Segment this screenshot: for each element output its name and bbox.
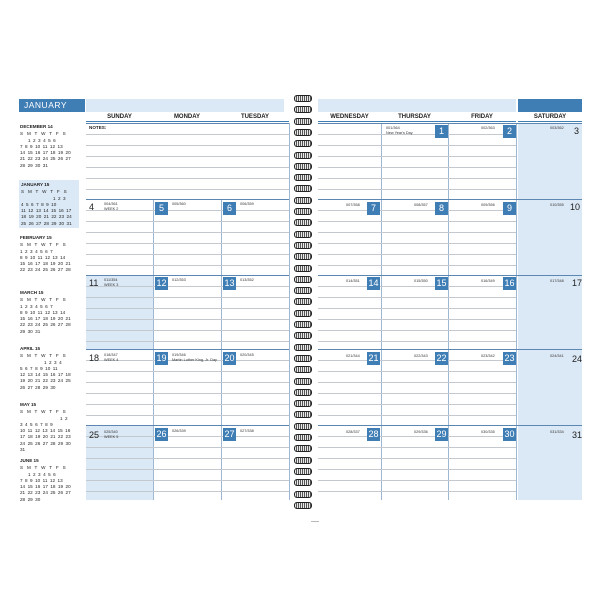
binding-ring [294,140,312,147]
week-line [86,199,289,200]
day-number-25[interactable]: 25 [89,430,100,440]
mini-calendar-week: 1 2 3 4 5 6 [28,137,56,143]
sunday-column [86,200,153,500]
day-code: 010/355 [550,203,564,207]
day-number-3[interactable]: 3 [574,126,580,136]
mini-calendar [20,290,78,335]
writing-line [86,178,289,179]
day-number-5[interactable]: 5 [155,202,168,215]
mini-calendar [20,124,78,169]
day-code: 015/350 [414,279,428,283]
mini-calendar-dow: S M T W T F S [20,297,66,303]
mini-calendar-week: 26 27 28 29 30 [20,384,56,390]
mini-calendar-week: 28 29 30 31 [20,162,48,168]
day-number-14[interactable]: 14 [368,278,379,288]
binding-ring [294,389,312,396]
week-label: WEEK 2 [104,207,119,211]
day-number-19[interactable]: 19 [156,353,167,363]
mini-calendar-week: 1 2 3 4 5 6 [28,471,56,477]
mini-calendar-week: 24 25 26 27 28 29 30 [20,440,71,446]
header-band-right [318,99,516,112]
day-code: 024/341 [550,354,564,358]
binding-ring [294,400,312,407]
mini-calendar-week: 1 2 3 4 [44,359,62,365]
mini-calendar-week: 18 19 20 21 22 23 24 [21,214,72,220]
mini-calendar-week: 31 [20,447,26,453]
binding-ring [294,208,312,215]
header-wednesday: WEDNESDAY [318,113,381,122]
writing-line [318,458,516,459]
mini-calendar-week: 25 26 27 28 29 30 31 [21,220,72,226]
mini-calendar-title: DECEMBER 14 [20,124,53,129]
day-number-11[interactable]: 11 [89,278,99,288]
mini-calendar-dow: S M T W T F S [20,465,66,471]
binding-ring [294,287,312,294]
mini-calendar-week: 11 12 13 14 15 16 17 [21,208,72,214]
writing-line [318,156,516,157]
writing-line [318,436,516,437]
binding-ring [294,118,312,125]
week-line [86,349,289,350]
day-number-15[interactable]: 15 [436,278,447,288]
mini-calendar [20,235,78,274]
header-saturday: SATURDAY [518,113,582,122]
header-monday: MONDAY [153,113,221,122]
mini-calendar-week: 17 18 19 20 21 22 23 [20,434,71,440]
writing-line [318,286,516,287]
day-code: 031/334 [550,430,564,434]
day-code: 004/361 [104,202,118,206]
day-code: 007/358 [346,203,360,207]
mini-calendar-dow: S M T W T F S [20,353,66,359]
writing-line [86,134,289,135]
writing-line [86,167,289,168]
writing-line [318,491,516,492]
mini-calendar-week: 1 2 3 4 5 6 7 [20,303,53,309]
writing-line [318,330,516,331]
writing-line [86,308,289,309]
mini-calendar-week: 4 5 6 7 8 9 10 [21,201,57,207]
mini-calendar-week: 1 2 3 [53,195,66,201]
mini-calendar-week: 28 29 30 [20,496,41,502]
binding-ring [294,366,312,373]
mini-calendar-week: 8 9 10 11 12 13 14 [20,254,66,260]
writing-line [86,297,289,298]
writing-line [318,221,516,222]
mini-calendar-title: JUNE 15 [20,458,39,463]
day-code: 023/342 [481,354,495,358]
binding-ring [294,479,312,486]
mini-calendar-title: MAY 15 [20,402,37,407]
day-number-22[interactable]: 22 [436,353,447,363]
grid-vline [153,200,154,500]
header-tuesday: TUESDAY [221,113,289,122]
mini-calendar [20,458,78,503]
day-number-7[interactable]: 7 [367,202,380,215]
binding-ring [294,197,312,204]
binding-ring [294,332,312,339]
day-code: 005/360 [172,202,186,206]
mini-calendar-week: 22 23 24 25 26 27 28 [20,267,71,273]
mini-calendar-week: 12 13 14 15 16 17 18 [20,372,71,378]
mini-calendar-week: 21 22 23 24 25 26 27 [20,490,71,496]
writing-line [86,145,289,146]
writing-line [318,360,516,361]
day-number-6[interactable]: 6 [223,202,236,215]
day-number-12[interactable]: 12 [156,278,167,288]
header-thursday: THURSDAY [381,113,448,122]
mini-calendar-week: 15 16 17 18 19 20 21 [20,261,71,267]
day-code: 013/352 [240,278,254,282]
writing-line [318,254,516,255]
day-code: 029/336 [414,430,428,434]
day-number-28[interactable]: 28 [368,429,379,439]
binding-ring [294,423,312,430]
writing-line [86,243,289,244]
mini-calendar-dow: S M T W T F S [20,242,66,248]
day-code: 014/351 [346,279,360,283]
mini-calendar-week: 22 23 24 25 26 27 28 [20,322,71,328]
writing-line [318,341,516,342]
week-label: WEEK 4 [104,358,119,362]
day-code: 006/359 [240,202,254,206]
binding-ring [294,219,312,226]
mini-calendar-dow: S M T W T F S [20,131,66,137]
day-code: 016/349 [481,279,495,283]
mini-calendar-week: 1 2 [60,415,68,421]
binding-ring [294,298,312,305]
mini-calendar-title: FEBRUARY 15 [20,235,52,240]
writing-line [318,145,516,146]
day-number-31[interactable]: 31 [572,430,583,440]
day-number-24[interactable]: 24 [572,354,583,364]
writing-line [318,232,516,233]
header-sunday: SUNDAY [86,113,153,122]
week-label: WEEK 5 [104,435,119,439]
holiday-label: New Year's Day [386,131,413,135]
day-code: 017/348 [550,279,564,283]
mini-calendar-week: 15 16 17 18 19 20 21 [20,316,71,322]
mini-calendar-title: APRIL 15 [20,346,41,351]
writing-line [86,319,289,320]
mini-calendar-week: 29 30 31 [20,328,41,334]
writing-line [318,265,516,266]
binding-ring [294,491,312,498]
day-code: 027/338 [240,429,254,433]
header-band-left [86,99,284,112]
footer-mark [311,521,319,522]
binding-ring [294,355,312,362]
binding-ring [294,457,312,464]
writing-line [86,415,289,416]
grid-vline [221,200,222,500]
day-number-27[interactable]: 27 [224,429,235,439]
mini-calendar [20,402,78,453]
writing-line [318,297,516,298]
writing-line [86,254,289,255]
day-number-13[interactable]: 13 [224,278,235,288]
shade-panel-saturday [518,123,582,500]
day-number-23[interactable]: 23 [504,353,515,363]
day-code: 002/363 [481,126,495,130]
day-code: 026/339 [172,429,186,433]
mini-calendar-week: 8 9 10 11 12 13 14 [20,309,66,315]
week-line [318,275,582,276]
day-number-1[interactable]: 1 [435,125,448,138]
day-code: 025/340 [104,430,118,434]
writing-line [86,469,289,470]
binding-ring [294,411,312,418]
binding-ring [294,265,312,272]
mini-calendar-week: 19 20 21 22 23 24 25 [20,378,71,384]
day-number-10[interactable]: 10 [570,202,581,212]
week-line [86,425,289,426]
writing-line [318,480,516,481]
writing-line [318,134,516,135]
day-code: 030/335 [481,430,495,434]
binding-ring [294,502,312,509]
mini-calendar-dow: S M T W T F S [21,189,67,195]
writing-line [86,480,289,481]
mini-calendar-week: 14 15 16 17 18 19 20 [20,484,71,490]
week-line [318,199,582,200]
binding-ring [294,242,312,249]
writing-line [318,371,516,372]
binding-ring [294,310,312,317]
mini-calendar-week: 1 2 3 4 5 6 7 [20,248,53,254]
binding-ring [294,152,312,159]
week-line [86,275,289,276]
binding-ring [294,185,312,192]
writing-line [86,232,289,233]
writing-line [86,393,289,394]
writing-line [318,167,516,168]
day-code: 028/337 [346,430,360,434]
day-number-18[interactable]: 18 [89,353,100,363]
writing-line [86,265,289,266]
binding-ring [294,129,312,136]
day-number-26[interactable]: 26 [156,429,167,439]
day-number-17[interactable]: 17 [572,278,583,288]
binding-ring [294,163,312,170]
mini-calendar-title: JANUARY 15 [21,182,50,187]
writing-line [318,319,516,320]
header-band-accent [518,99,582,112]
writing-line [318,469,516,470]
writing-line [86,404,289,405]
mini-calendar [20,346,78,391]
notes-label: NOTES: [89,125,107,130]
writing-line [318,308,516,309]
writing-line [86,156,289,157]
week-line [86,123,289,124]
writing-line [86,330,289,331]
header-friday: FRIDAY [448,113,516,122]
binding-ring [294,174,312,181]
grid-vline [516,123,517,500]
day-number-16[interactable]: 16 [504,278,515,288]
week-line [318,349,582,350]
writing-line [318,404,516,405]
writing-line [86,371,289,372]
week-label: WEEK 3 [104,283,119,287]
binding-ring [294,344,312,351]
binding-ring [294,445,312,452]
binding-ring [294,231,312,238]
day-code: 009/356 [481,203,495,207]
day-code: 001/364 [386,126,400,130]
binding-ring [294,106,312,113]
writing-line [86,341,289,342]
week-line [318,425,582,426]
binding-ring [294,253,312,260]
day-code: 012/353 [172,278,186,282]
day-code: 019/346 [172,353,186,357]
writing-line [318,178,516,179]
writing-line [318,189,516,190]
writing-line [318,243,516,244]
writing-line [86,221,289,222]
writing-line [86,447,289,448]
writing-line [86,382,289,383]
writing-line [318,382,516,383]
day-code: 020/345 [240,353,254,357]
grid-vline [289,123,290,500]
binding-ring [294,276,312,283]
day-number-20[interactable]: 20 [224,353,235,363]
binding-ring [294,321,312,328]
day-code: 022/343 [414,354,428,358]
day-code: 018/347 [104,353,118,357]
binding-ring [294,434,312,441]
mini-calendar-week: 7 8 9 10 11 12 13 [20,143,63,149]
mini-calendar [19,180,79,228]
writing-line [318,415,516,416]
binding-ring [294,95,312,102]
month-title: JANUARY [19,99,85,112]
day-code: 003/362 [550,126,564,130]
day-code: 021/344 [346,354,360,358]
day-code: 008/357 [414,203,428,207]
writing-line [318,210,516,211]
mini-calendar-week: 21 22 23 24 25 26 27 [20,156,71,162]
binding-ring [294,468,312,475]
mini-calendar-week: 10 11 12 13 14 15 16 [20,428,71,434]
binding-ring [294,378,312,385]
grid-vline [381,123,382,500]
grid-vline [448,123,449,500]
day-code: 011/354 [104,278,118,282]
day-number-4[interactable]: 4 [89,202,95,212]
day-number-30[interactable]: 30 [504,429,515,439]
mini-calendar-week: 5 6 7 8 9 10 11 [20,365,58,371]
mini-calendar-week: 7 8 9 10 11 12 13 [20,477,63,483]
mini-calendar-week: 3 4 5 6 7 8 9 [20,421,53,427]
week-line [318,123,582,124]
day-number-21[interactable]: 21 [368,353,379,363]
writing-line [86,458,289,459]
mini-calendar-week: 14 15 16 17 18 19 20 [20,150,71,156]
mini-calendar-dow: S M T W T F S [20,409,66,415]
writing-line [318,393,516,394]
day-number-8[interactable]: 8 [435,202,448,215]
holiday-label: Martin Luther King, Jr. Day [172,358,217,362]
day-number-9[interactable]: 9 [503,202,516,215]
day-number-2[interactable]: 2 [503,125,516,138]
writing-line [318,447,516,448]
writing-line [86,491,289,492]
day-number-29[interactable]: 29 [436,429,447,439]
writing-line [86,189,289,190]
mini-calendar-title: MARCH 15 [20,290,44,295]
